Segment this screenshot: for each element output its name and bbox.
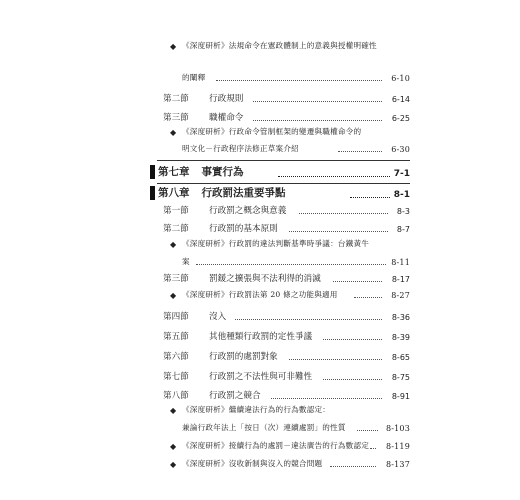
toc-chapter-entry — [150, 164, 410, 179]
toc-chapter-entry — [150, 185, 410, 200]
chapter-label: 第七章 — [158, 166, 190, 178]
toc-deep-entry — [170, 404, 410, 415]
entry-text: 行政罰的處罰對象 — [209, 352, 278, 362]
page-number: 8-91 — [391, 392, 410, 401]
toc-section-entry — [163, 204, 410, 216]
dot-leader — [196, 263, 386, 265]
section-label: 第一節 — [163, 206, 189, 216]
diamond-bullet-icon: ◆ — [170, 460, 177, 469]
toc-section-entry — [163, 310, 410, 322]
dot-leader — [354, 296, 382, 298]
page-number: 8-65 — [391, 353, 410, 362]
entry-text: 案 — [182, 257, 190, 266]
entry-text: 行政罰之概念與意義 — [209, 206, 287, 216]
dot-leader — [271, 397, 382, 399]
page-number: 8-17 — [391, 275, 410, 284]
page-number: 8-11 — [391, 258, 410, 267]
toc-continuation — [182, 256, 410, 267]
entry-text: 行政罰的基本原則 — [209, 224, 278, 234]
entry-text: 行政罰之不法性與可非難性 — [209, 372, 313, 382]
chapter-label: 第八章 — [158, 187, 190, 199]
dot-leader — [323, 338, 382, 340]
toc-section-entry — [163, 222, 410, 234]
diamond-bullet-icon: ◆ — [170, 42, 177, 51]
entry-text: 其他種類行政罰的定性爭議 — [209, 332, 313, 342]
page-number: 8-7 — [396, 225, 410, 234]
dot-leader — [289, 230, 388, 232]
section-label: 第八節 — [163, 391, 189, 401]
dot-leader — [253, 100, 382, 102]
entry-text: 《深度研析》行政罰的違法判斷基準時爭議：台鐵黃牛 — [182, 239, 370, 248]
dot-leader — [370, 447, 376, 449]
entry-text: 兼論行政年法上「按日（次）連續處罰」的性質 — [182, 423, 346, 432]
page-number: 6-25 — [391, 114, 410, 123]
page-number: 8-75 — [391, 373, 410, 382]
page-number: 8-27 — [391, 291, 410, 300]
entry-text: 罰鍰之擴張與不法利得的消滅 — [209, 274, 321, 284]
page-number: 6-10 — [391, 74, 410, 83]
diamond-bullet-icon: ◆ — [170, 240, 177, 249]
toc-section-entry — [163, 370, 410, 382]
section-label: 第三節 — [163, 274, 189, 284]
entry-text: 事實行為 — [201, 166, 244, 178]
entry-text: 《深度研析》法規命令在憲政體制上的意義與授權明確性 — [182, 41, 377, 50]
toc-deep-entry — [170, 458, 410, 469]
page-number: 6-30 — [391, 145, 410, 154]
entry-text: 《深度研析》沒收新制與沒入的競合問題 — [182, 459, 323, 468]
section-label: 第二節 — [163, 224, 189, 234]
toc-section-entry — [163, 111, 410, 123]
diamond-bullet-icon: ◆ — [170, 291, 177, 300]
page-number: 6-14 — [391, 95, 410, 104]
entry-text: 職權命令 — [209, 113, 244, 123]
page-number: 8-1 — [393, 190, 410, 200]
dot-leader — [289, 358, 382, 360]
toc-section-entry — [163, 350, 410, 362]
section-label: 第三節 — [163, 113, 189, 123]
entry-text: 行政罰之競合 — [209, 391, 261, 401]
dot-leader — [253, 119, 382, 121]
page-number: 7-1 — [393, 169, 410, 179]
section-label: 第五節 — [163, 332, 189, 342]
entry-text: 《深度研析》繼續違法行為的行為數認定： — [182, 405, 331, 414]
section-label: 第七節 — [163, 372, 189, 382]
divider-rule — [157, 160, 410, 161]
entry-text: 行政規則 — [209, 94, 244, 104]
entry-text: 《深度研析》行政命令管制框架的變遷與職權命令的 — [182, 127, 362, 136]
dot-leader — [216, 79, 382, 81]
page-number: 8-103 — [385, 424, 410, 433]
page-number: 8-39 — [391, 333, 410, 342]
toc-section-entry — [163, 330, 410, 342]
toc-continuation — [182, 72, 410, 83]
page-number: 8-36 — [391, 313, 410, 322]
diamond-bullet-icon: ◆ — [170, 442, 177, 451]
section-label: 第四節 — [163, 312, 189, 322]
toc-deep-entry — [170, 289, 410, 300]
dot-leader — [357, 429, 378, 431]
chapter-bar-icon — [150, 186, 155, 200]
dot-leader — [323, 378, 382, 380]
dot-leader — [350, 196, 390, 198]
toc-section-entry — [163, 272, 410, 284]
divider-rule — [157, 183, 410, 184]
toc-continuation — [182, 143, 410, 154]
page-number: 8-3 — [396, 207, 410, 216]
toc-deep-entry — [170, 40, 410, 51]
entry-text: 沒入 — [209, 312, 227, 322]
section-label: 第六節 — [163, 352, 189, 362]
diamond-bullet-icon: ◆ — [170, 128, 177, 137]
entry-text: 《深度研析》行政罰法第 20 條之功能與適用 — [182, 290, 338, 299]
toc-deep-entry — [170, 126, 410, 137]
page-number: 8-137 — [385, 460, 410, 469]
toc-continuation — [182, 422, 410, 433]
entry-text: 《深度研析》接續行為的處罰－違法廣告的行為數認定 — [182, 441, 370, 450]
entry-text: 行政罰法重要爭點 — [201, 187, 286, 199]
toc-section-entry — [163, 389, 410, 401]
dot-leader — [333, 280, 382, 282]
dot-leader — [338, 150, 382, 152]
dot-leader — [299, 212, 388, 214]
toc-deep-entry — [170, 238, 410, 249]
entry-text: 的闡釋 — [182, 73, 206, 82]
dot-leader — [330, 465, 376, 467]
dot-leader — [235, 318, 382, 320]
entry-text: 明文化－行政程序法修正草案介紹 — [182, 144, 299, 153]
dot-leader — [278, 175, 390, 177]
toc-section-entry — [163, 92, 410, 104]
diamond-bullet-icon: ◆ — [170, 406, 177, 415]
toc-deep-entry — [170, 440, 410, 451]
page-number: 8-119 — [385, 442, 410, 451]
section-label: 第二節 — [163, 94, 189, 104]
chapter-bar-icon — [150, 165, 155, 179]
